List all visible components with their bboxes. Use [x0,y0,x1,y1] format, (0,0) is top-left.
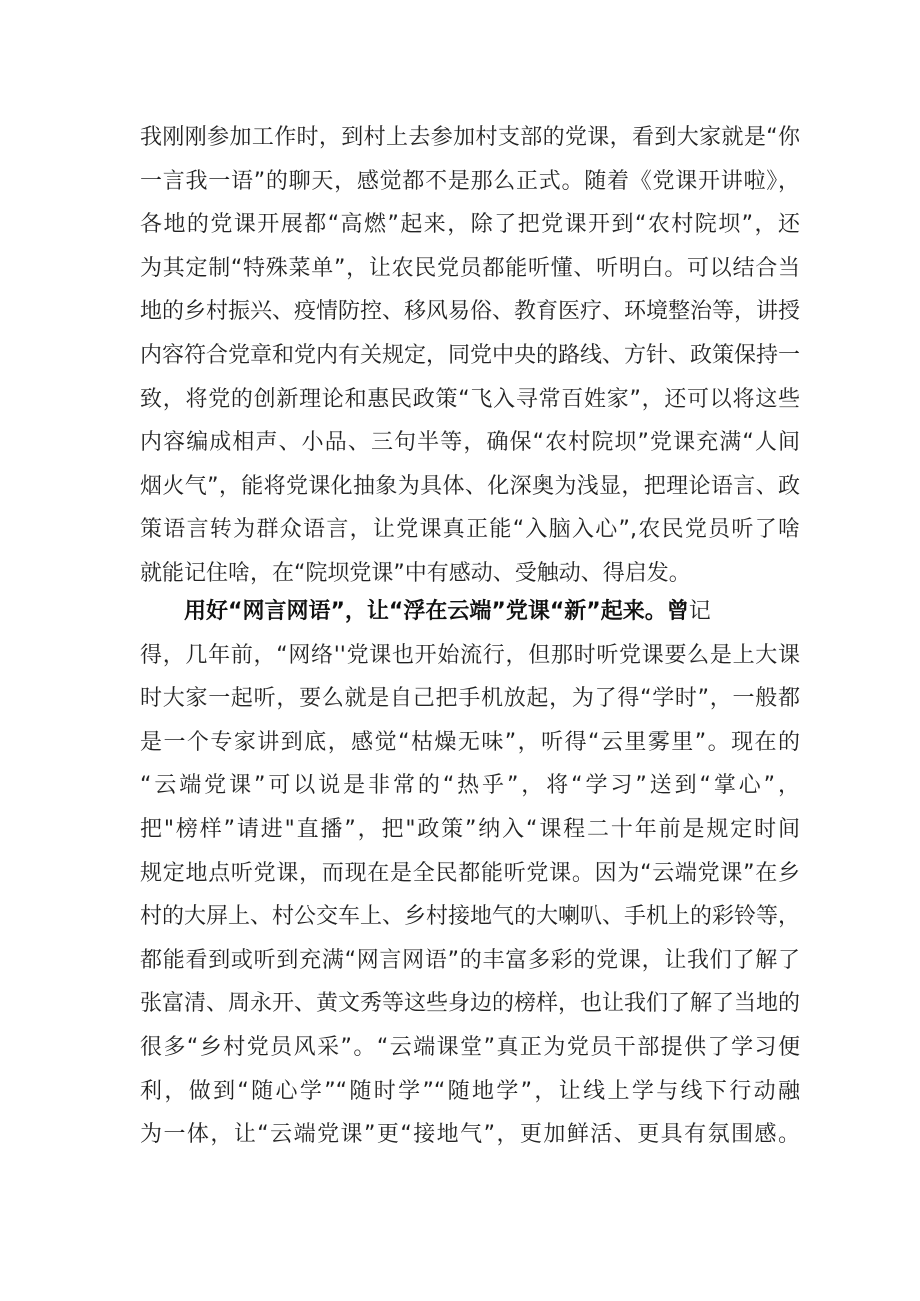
paragraph-line: 为其定制“特殊菜单”，让农民党员都能听懂、听明白。可以结合当 [140,255,800,281]
paragraph-first-line [140,590,800,634]
paragraph-line: 一言我一语”的聊天，感觉都不是那么正式。随着《党课开讲啦》， [140,168,800,194]
paragraph-line: 得，几年前，“网络''党课也开始流行，但那时听党课要么是上大课 [140,642,800,668]
paragraph-line: 村的大屏上、村公交车上、乡村接地气的大喇叭、手机上的彩铃等， [140,904,801,930]
paragraph-line: 张富清、周永开、黄文秀等这些身边的榜样，也让我们了解了当地的 [140,991,801,1017]
paragraph-line: “云端党课”可以说是非常的“热乎”，将“学习”送到“掌心”， [140,773,800,799]
paragraph-line: 利，做到“随心学”“随时学”“随地学”，让线上学与线下行动融 [140,1078,800,1104]
paragraph-line: 是一个专家讲到底，感觉“枯燥无味”，听得“云里雾里”。现在的 [140,729,800,755]
paragraph-line: 各地的党课开展都“高燃”起来，除了把党课开到“农村院坝”，还 [140,212,800,238]
paragraph-line: 策语言转为群众语言，让党课真正能“入脑入心”,农民党员听了啥 [140,517,800,543]
paragraph-1 [140,116,800,596]
paragraph-line: 把"榜样”请进"直播”，把"政策”纳入“课程二十年前是规定时间 [140,816,800,842]
paragraph-line: 烟火气”，能将党课化抽象为具体、化深奥为浅显，把理论语言、政 [140,473,800,499]
paragraph-line: 时大家一起听，要么就是自己把手机放起，为了得“学时”，一般都 [140,686,800,712]
paragraph-line: 很多“乡村党员风采”。“云端课堂”真正为党员干部提供了学习便 [140,1034,800,1060]
heading-continuation: 记 [688,599,711,624]
paragraph-line: 我刚刚参加工作时，到村上去参加村支部的党课，看到大家就是“你 [140,125,800,150]
paragraph-line: 都能看到或听到充满“网言网语”的丰富多彩的党课，让我们了解了 [140,947,800,973]
paragraph-line: 致，将党的创新理论和惠民政策“飞入寻常百姓家”，还可以将这些 [140,386,800,412]
paragraph-line: 地的乡村振兴、疫情防控、移风易俗、教育医疗、环境整治等，讲授 [140,299,801,325]
paragraph-line: 内容符合党章和党内有关规定，同党中央的路线、方针、政策保持一 [140,342,801,368]
paragraph-2 [140,590,800,1157]
paragraph-line: 为一体，让“云端党课”更“接地气”，更加鲜活、更具有氛围感。 [140,1122,800,1148]
paragraph-line: 就能记住啥，在“院坝党课”中有感动、受触动、得启发。 [140,560,691,586]
paragraph-line: 规定地点听党课，而现在是全民都能听党课。因为“云端党课”在乡 [140,860,800,886]
section-heading: 用好“网言网语”，让“浮在云端”党课“新”起来。曾 [184,599,689,624]
paragraph-line: 内容编成相声、小品、三句半等，确保“农村院坝”党课充满“人间 [140,430,800,456]
